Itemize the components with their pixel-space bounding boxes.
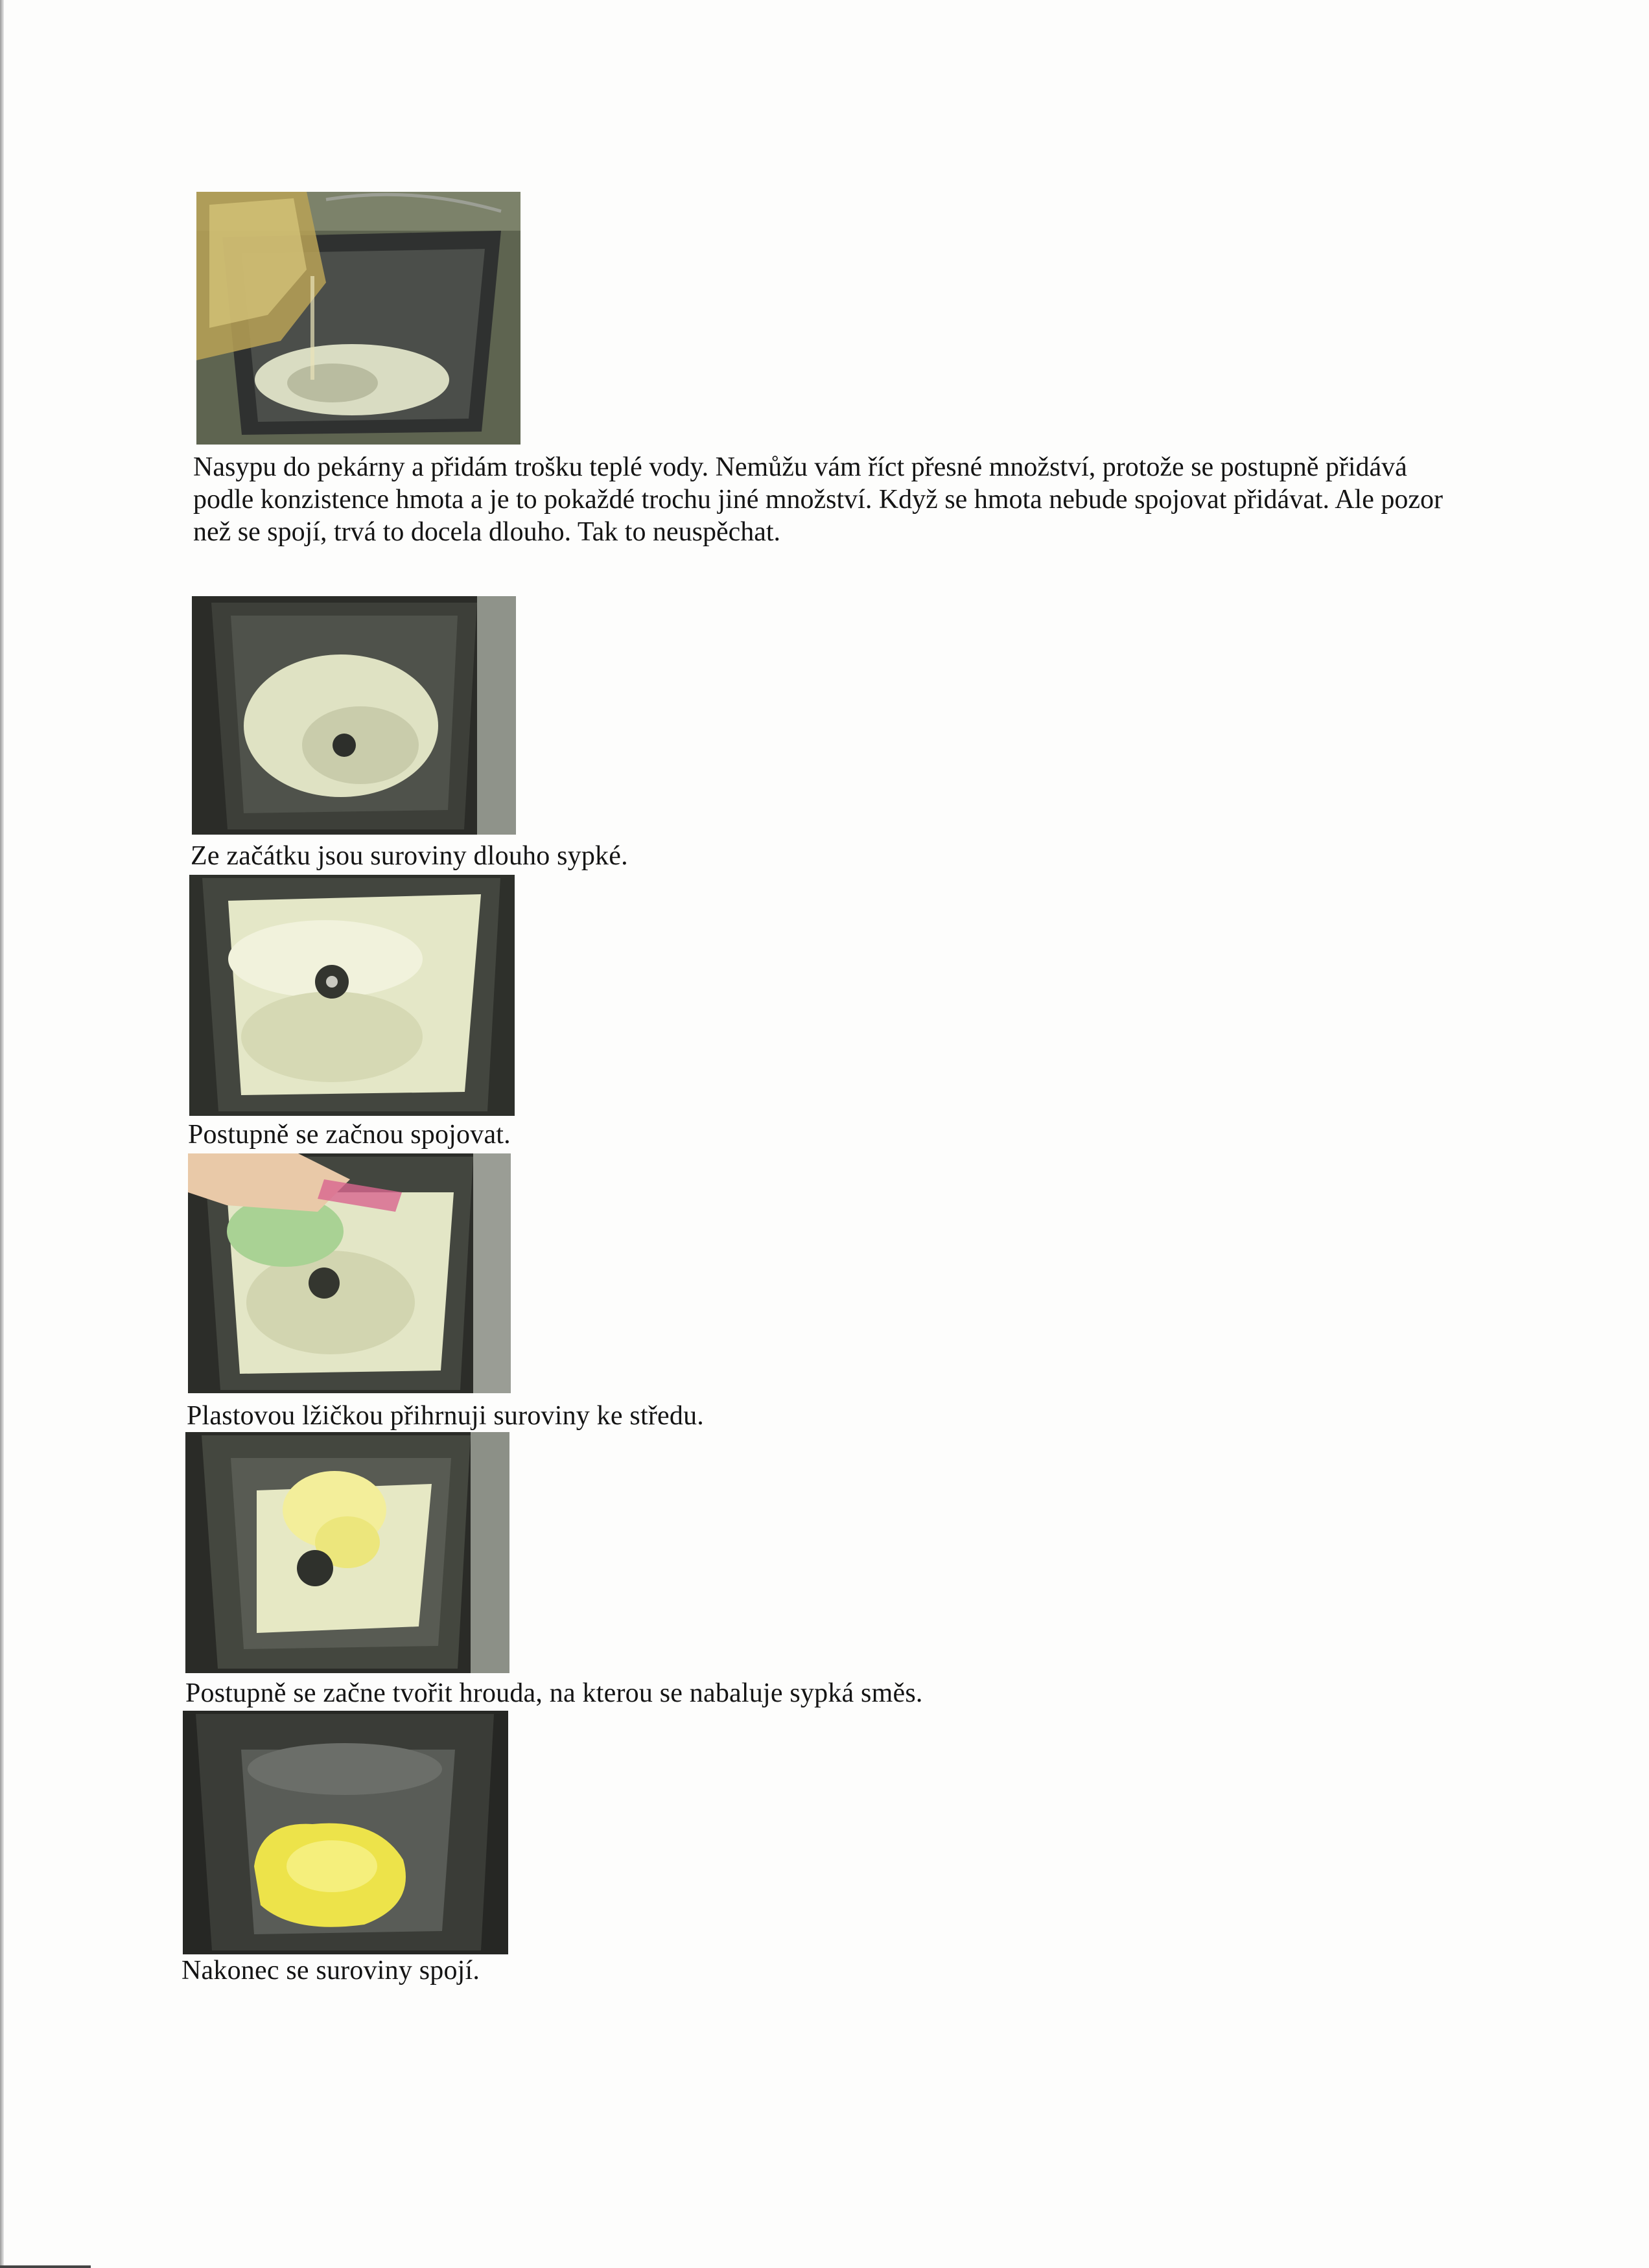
photo-spoon-scraping [188, 1153, 511, 1393]
photo-pouring-water [196, 192, 520, 445]
step-1-caption: Nasypu do pekárny a přidám trošku teplé vody. Nemůžu vám říct přesné množství, protože se postupně přidává podle konzistence hmota a je to pokaždé trochu jiné množství. Když se hmota nebude spojovat přidávat. Ale pozor než se spojí, trvá to docela dlouho. Tak to neuspěchat. [193, 452, 1443, 547]
step-2-caption: Ze začátku jsou suroviny dlouho sypké. [191, 841, 628, 871]
photo-starting-to-combine [189, 875, 515, 1116]
step-3-caption: Postupně se začnou spojovat. [188, 1120, 511, 1150]
scan-mark [0, 2265, 91, 2268]
photo-clump-forming [185, 1432, 509, 1673]
step-6-caption: Nakonec se suroviny spojí. [181, 1956, 480, 1985]
step-4-caption: Plastovou lžičkou přihrnuji suroviny ke středu. [187, 1401, 704, 1431]
photo-dry-ingredients [192, 596, 516, 835]
scan-edge [0, 0, 4, 2268]
step-5-caption: Postupně se začne tvořit hrouda, na kterou se nabaluje sypká směs. [185, 1678, 923, 1708]
photo-dough-ball [183, 1711, 508, 1954]
